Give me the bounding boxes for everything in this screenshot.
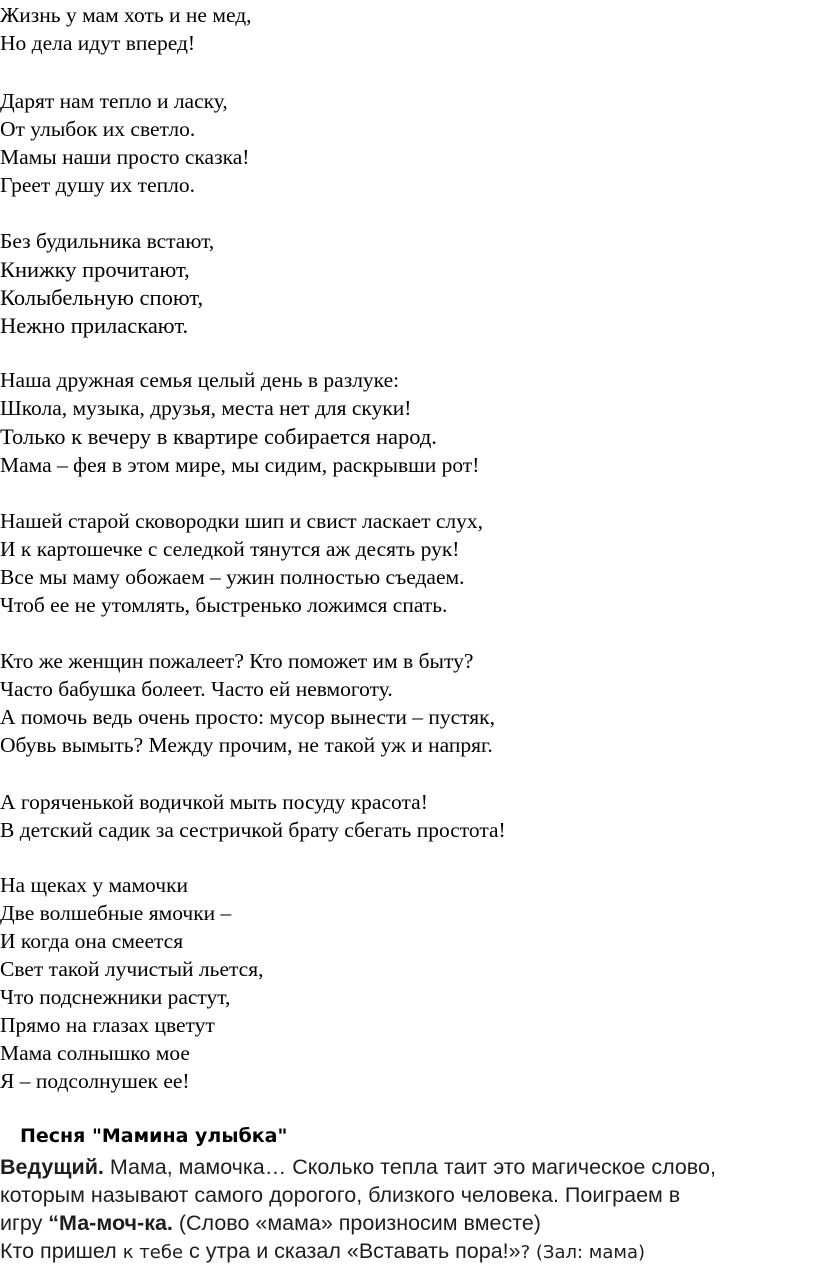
poem-line: Прямо на глазах цветут — [0, 1013, 215, 1037]
question-text: с утра и сказал «Вставать пора!» — [183, 1239, 521, 1263]
host-text: игру — [0, 1211, 49, 1235]
hall-answer: (Зал: мама) — [535, 1242, 646, 1263]
poem-line: А помочь ведь очень просто: мусор вынести – пустяк, — [0, 705, 495, 729]
poem-line: Чтоб ее не утомлять, быстренько ложимся спать. — [0, 593, 448, 617]
question-text: к тебе — [122, 1242, 184, 1263]
host-text: Мама, мамочка… Сколько тепла таит это магическое слово, — [103, 1155, 716, 1179]
poem-line: От улыбок их светло. — [0, 117, 196, 141]
host-line-2: которым называют самого дорогого, близкого человека. Поиграем в — [0, 1183, 681, 1207]
poem-line: Школа, музыка, друзья, места нет для скуки! — [0, 396, 412, 420]
poem-line: Мамы наши просто сказка! — [0, 145, 250, 169]
poem-line: Что подснежники растут, — [0, 985, 231, 1009]
poem-line: Мама солнышко мое — [0, 1041, 190, 1065]
question-text: Кто пришел — [0, 1239, 123, 1263]
poem-line: Две волшебные ямочки – — [0, 901, 232, 925]
poem-line: Мама – фея в этом мире, мы сидим, раскрывши рот! — [0, 453, 480, 477]
poem-line: Дарят нам тепло и ласку, — [0, 89, 228, 113]
poem-line: Только к вечеру в квартире собирается народ. — [0, 424, 437, 449]
host-line-1 — [0, 1154, 816, 1181]
song-title: Песня "Мамина улыбка" — [20, 1125, 288, 1147]
poem-line: А горяченькой водичкой мыть посуду красота! — [0, 790, 428, 814]
poem-line: Наша дружная семья целый день в разлуке: — [0, 368, 400, 392]
poem-line: Книжку прочитают, — [0, 257, 190, 282]
host-text: (Слово «мама» произносим вместе) — [172, 1211, 541, 1235]
poem-line: Я – подсолнушек ее! — [0, 1069, 190, 1093]
host-question — [0, 1238, 816, 1266]
question-text: ? — [520, 1242, 536, 1263]
poem-line: Жизнь у мам хоть и не мед, — [0, 3, 252, 27]
poem-line: Кто же женщин пожалеет? Кто поможет им в быту? — [0, 649, 474, 673]
poem-line: Все мы маму обожаем – ужин полностью съедаем. — [0, 565, 465, 589]
poem-line: Колыбельную споют, — [0, 285, 204, 310]
poem-line: Но дела идут вперед! — [0, 31, 196, 55]
poem-line: И к картошечке с селедкой тянутся аж десять рук! — [0, 537, 460, 561]
poem-line: Нежно приласкают. — [0, 313, 189, 338]
poem-line: Свет такой лучистый льется, — [0, 957, 264, 981]
poem-line: Нашей старой сковородки шип и свист ласкает слух, — [0, 509, 483, 533]
poem-line: Часто бабушка болеет. Часто ей невмоготу. — [0, 677, 393, 701]
host-line-3 — [0, 1210, 816, 1237]
poem-line: Греет душу их тепло. — [0, 173, 195, 197]
poem-line: В детский садик за сестричкой брату сбегать простота! — [0, 818, 506, 842]
poem-line: И когда она смеется — [0, 929, 184, 953]
poem-line: Обувь вымыть? Между прочим, не такой уж и напряг. — [0, 733, 493, 757]
poem-line: Без будильника встают, — [0, 229, 215, 253]
speaker-label: Ведущий. — [0, 1155, 104, 1179]
poem-line: На щеках у мамочки — [0, 873, 189, 897]
game-name: “Ма-моч-ка. — [48, 1211, 173, 1235]
